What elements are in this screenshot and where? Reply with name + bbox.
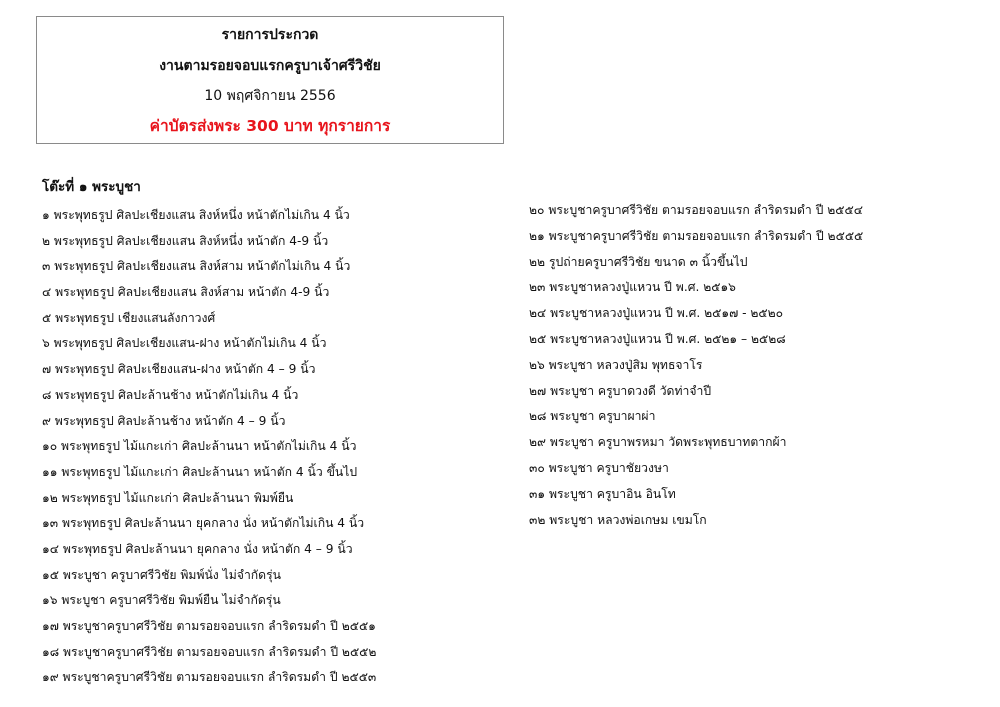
list-item: ๒๙ พระบูชา ครูบาพรหมา วัดพระพุทธบาทตากผ้า (529, 435, 787, 450)
list-item: ๖ พระพุทธรูป ศิลปะเชียงแสน-ฝาง หน้าตักไม่เกิน 4 นิ้ว (42, 336, 327, 351)
list-item: ๒๖ พระบูชา หลวงปู่สิม พุทธจาโร (529, 357, 703, 372)
list-item: ๒๘ พระบูชา ครูบาผาผ่า (529, 409, 656, 424)
list-item: ๓ พระพุทธรูป ศิลปะเชียงแสน สิงห์สาม หน้าตักไม่เกิน 4 นิ้ว (42, 259, 351, 274)
contest-title: รายการประกวด (221, 27, 319, 43)
list-item: ๑ พระพุทธรูป ศิลปะเชียงแสน สิงห์หนึ่ง หน้าตักไม่เกิน 4 นิ้ว (42, 208, 350, 222)
table-heading: โต๊ะที่ ๑ พระบูชา (42, 179, 141, 195)
list-item: ๑๔ พระพุทธรูป ศิลปะล้านนา ยุคกลาง นั่ง หน้าตัก 4 – 9 นิ้ว (42, 541, 353, 556)
list-item: ๔ พระพุทธรูป ศิลปะเชียงแสน สิงห์สาม หน้าตัก 4-9 นิ้ว (42, 285, 330, 300)
list-item: ๓๑ พระบูชา ครูบาอิน อินโท (529, 486, 676, 501)
list-item: ๑๕ พระบูชา ครูบาศรีวิชัย พิมพ์นั่ง ไม่จำกัดรุ่น (42, 567, 281, 582)
list-item: ๑๒ พระพุทธรูป ไม้แกะเก่า ศิลปะล้านนา พิมพ์ยืน (42, 490, 294, 505)
list-item: ๒๕ พระบูชาหลวงปู่แหวน ปี พ.ศ. ๒๕๒๑ – ๒๕๒๘ (529, 331, 786, 346)
event-date: 10 พฤศจิกายน 2556 (204, 88, 336, 104)
list-item: ๒ พระพุทธรูป ศิลปะเชียงแสน สิงห์หนึ่ง หน้าตัก 4-9 นิ้ว (42, 233, 329, 248)
list-item: ๑๐ พระพุทธรูป ไม้แกะเก่า ศิลปะล้านนา หน้าตักไม่เกิน 4 นิ้ว (42, 439, 357, 454)
list-item: ๗ พระพุทธรูป ศิลปะเชียงแสน-ฝาง หน้าตัก 4 – 9 นิ้ว (42, 362, 316, 377)
list-item: ๒๒ รูปถ่ายครูบาศรีวิชัย ขนาด ๓ นิ้วขึ้นไป (529, 254, 748, 269)
header-box (36, 16, 504, 144)
list-item: ๑๑ พระพุทธรูป ไม้แกะเก่า ศิลปะล้านนา หน้าตัก 4 นิ้ว ขึ้นไป (42, 464, 358, 479)
list-item: ๑๖ พระบูชา ครูบาศรีวิชัย พิมพ์ยืน ไม่จำกัดรุ่น (42, 593, 281, 608)
contest-list-right (529, 200, 863, 535)
list-item: ๑๗ พระบูชาครูบาศรีวิชัย ตามรอยจอบแรก ลำริดรมดำ ปี ๒๕๕๑ (42, 619, 376, 633)
list-item: ๓๒ พระบูชา หลวงพ่อเกษม เขมโก (529, 512, 707, 527)
list-item: ๑๙ พระบูชาครูบาศรีวิชัย ตามรอยจอบแรก ลำริดรมดำ ปี ๒๕๕๓ (42, 670, 377, 685)
list-item: ๑๘ พระบูชาครูบาศรีวิชัย ตามรอยจอบแรก ลำริดรมดำ ปี ๒๕๕๒ (42, 644, 377, 659)
contest-list-left (42, 205, 376, 693)
list-item: ๑๓ พระพุทธรูป ศิลปะล้านนา ยุคกลาง นั่ง หน้าตักไม่เกิน 4 นิ้ว (42, 516, 365, 531)
list-item: ๓๐ พระบูชา ครูบาชัยวงษา (529, 460, 669, 475)
list-item: ๒๐ พระบูชาครูบาศรีวิชัย ตามรอยจอบแรก ลำริดรมดำ ปี ๒๕๕๔ (529, 203, 863, 217)
list-item: ๒๔ พระบูชาหลวงปู่แหวน ปี พ.ศ. ๒๕๑๗ - ๒๕๒๐ (529, 306, 784, 321)
list-item: ๒๗ พระบูชา ครูบาดวงดี วัดท่าจำปี (529, 383, 712, 398)
event-name: งานตามรอยจอบแรกครูบาเจ้าศรีวิชัย (159, 58, 381, 74)
list-item: ๒๑ พระบูชาครูบาศรีวิชัย ตามรอยจอบแรก ลำริดรมดำ ปี ๒๕๕๕ (529, 228, 864, 243)
list-item: ๕ พระพุทธรูป เชียงแสนลังกาวงศ์ (42, 310, 216, 325)
list-item: ๒๓ พระบูชาหลวงปู่แหวน ปี พ.ศ. ๒๕๑๖ (529, 280, 736, 295)
list-item: ๘ พระพุทธรูป ศิลปะล้านช้าง หน้าตักไม่เกิน 4 นิ้ว (42, 387, 299, 402)
entry-fee-notice: ค่าบัตรส่งพระ 300 บาท ทุกรายการ (149, 117, 391, 135)
list-item: ๙ พระพุทธรูป ศิลปะล้านช้าง หน้าตัก 4 – 9 นิ้ว (42, 413, 286, 428)
